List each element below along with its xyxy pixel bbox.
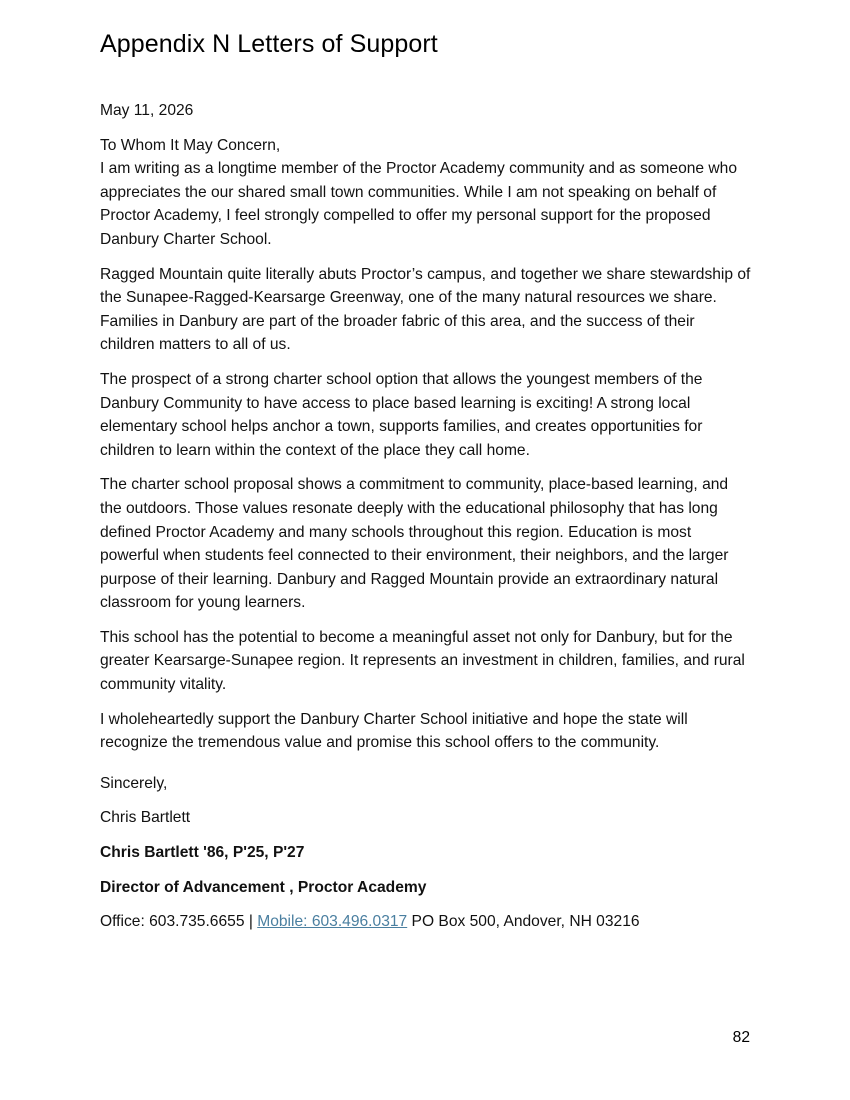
letter-paragraph-3: The prospect of a strong charter school option that allows the youngest members of the Danbury Community to have access to place based learning is exciting! A strong local elementary school helps anchor a town, supports families, and creates opportunities for children to learn within the context of the place they call home.: [100, 370, 703, 459]
letter-paragraph-6: I wholeheartedly support the Danbury Charter School initiative and hope the state will recognize the tremendous value and promise this school offers to the community.: [100, 710, 688, 752]
letter-paragraph-4: The charter school proposal shows a commitment to community, place-based learning, and the outdoors. Those values resonate deeply with the educational philosophy that has long defined Proctor Academy and many schools throughout this region. Education is most powerful when students feel connected to their environment, their neighbors, and the larger purpose of their learning. Danbury and Ragged Mountain provide an extraordinary natural classroom for young learners.: [100, 476, 729, 612]
contact-line: [100, 910, 752, 934]
letter-salutation: To Whom It May Concern,: [100, 136, 281, 154]
letter-paragraph-5: This school has the potential to become a meaningful asset not only for Danbury, but for the greater Kearsarge-Sunapee region. It represents an investment in children, families, and rural community vitality.: [100, 628, 745, 694]
signed-name: Chris Bartlett: [100, 809, 191, 827]
letter-body: [100, 99, 752, 934]
signature-name: Chris Bartlett '86, P'25, P'27: [100, 844, 305, 862]
mailing-address: PO Box 500, Andover, NH 03216: [407, 913, 640, 931]
letter-date: May 11, 2026: [100, 102, 194, 119]
letter-closing: Sincerely,: [100, 774, 168, 792]
page-number: 82: [732, 1029, 750, 1046]
page-title: Appendix N Letters of Support: [100, 30, 438, 58]
letter-paragraph-1: I am writing as a longtime member of the Proctor Academy community and as someone who appreciates the our shared small town communities. While I am not speaking on behalf of Proctor Academy, I feel strongly compelled to offer my personal support for the proposed Danbury Charter School.: [100, 160, 738, 248]
office-phone: Office: 603.735.6655 |: [100, 913, 258, 931]
mobile-phone-link[interactable]: Mobile: 603.496.0317: [257, 913, 408, 931]
letter-paragraph-2: Ragged Mountain quite literally abuts Proctor’s campus, and together we share stewardship of the Sunapee-Ragged-Kearsarge Greenway, one of the many natural resources we share. Families in Danbury are part of the broader fabric of this area, and the success of their children matters to all of us.: [100, 265, 751, 354]
signature-title: Director of Advancement , Proctor Academy: [100, 878, 427, 896]
